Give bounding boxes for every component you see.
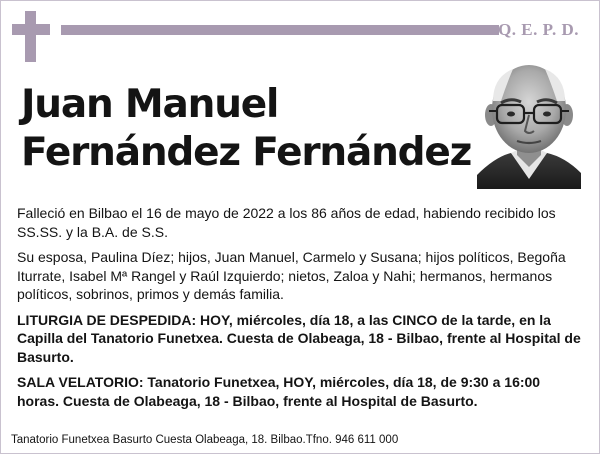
deceased-name-line1: Juan Manuel (21, 82, 279, 127)
wake-paragraph: SALA VELATORIO: Tanatorio Funetxea, HOY, miércoles, día 18, de 9:30 a 16:00 horas. Cuesta de Olabeaga, 18 - Bilbao, frente al Hospital de Basurto. (17, 374, 541, 409)
portrait-photo (477, 57, 581, 189)
liturgy-paragraph: LITURGIA DE DESPEDIDA: HOY, miércoles, día 18, a las CINCO de la tarde, en la Capilla del Tanatorio Funetxea. Cuesta de Olabeaga, 18 - Bilbao, frente al Hospital de Basurto. (17, 311, 581, 365)
funeral-home-footer: Tanatorio Funetxea Basurto Cuesta Olabeaga, 18. Bilbao.Tfno. 946 611 000 (11, 434, 399, 446)
deceased-name (21, 81, 471, 177)
family-paragraph: Su esposa, Paulina Díez; hijos, Juan Manuel, Carmelo y Susana; hijos políticos, Begoña Iturrate, Isabel Mª Rangel y Raúl Izquierdo; nietos, Zaloa y Nahi; hermanos, hermanos políticos, sobrinos, primos y demás familia. (17, 249, 566, 302)
cross-icon (12, 11, 50, 62)
qepd-label: Q. E. P. D. (498, 20, 579, 39)
deceased-name-line2: Fernández Fernández (21, 130, 472, 175)
header-rule (61, 25, 499, 35)
notice-body (17, 204, 583, 417)
death-paragraph: Falleció en Bilbao el 16 de mayo de 2022 a los 86 años de edad, habiendo recibido los SS.SS. y la B.A. de S.S. (17, 205, 556, 240)
